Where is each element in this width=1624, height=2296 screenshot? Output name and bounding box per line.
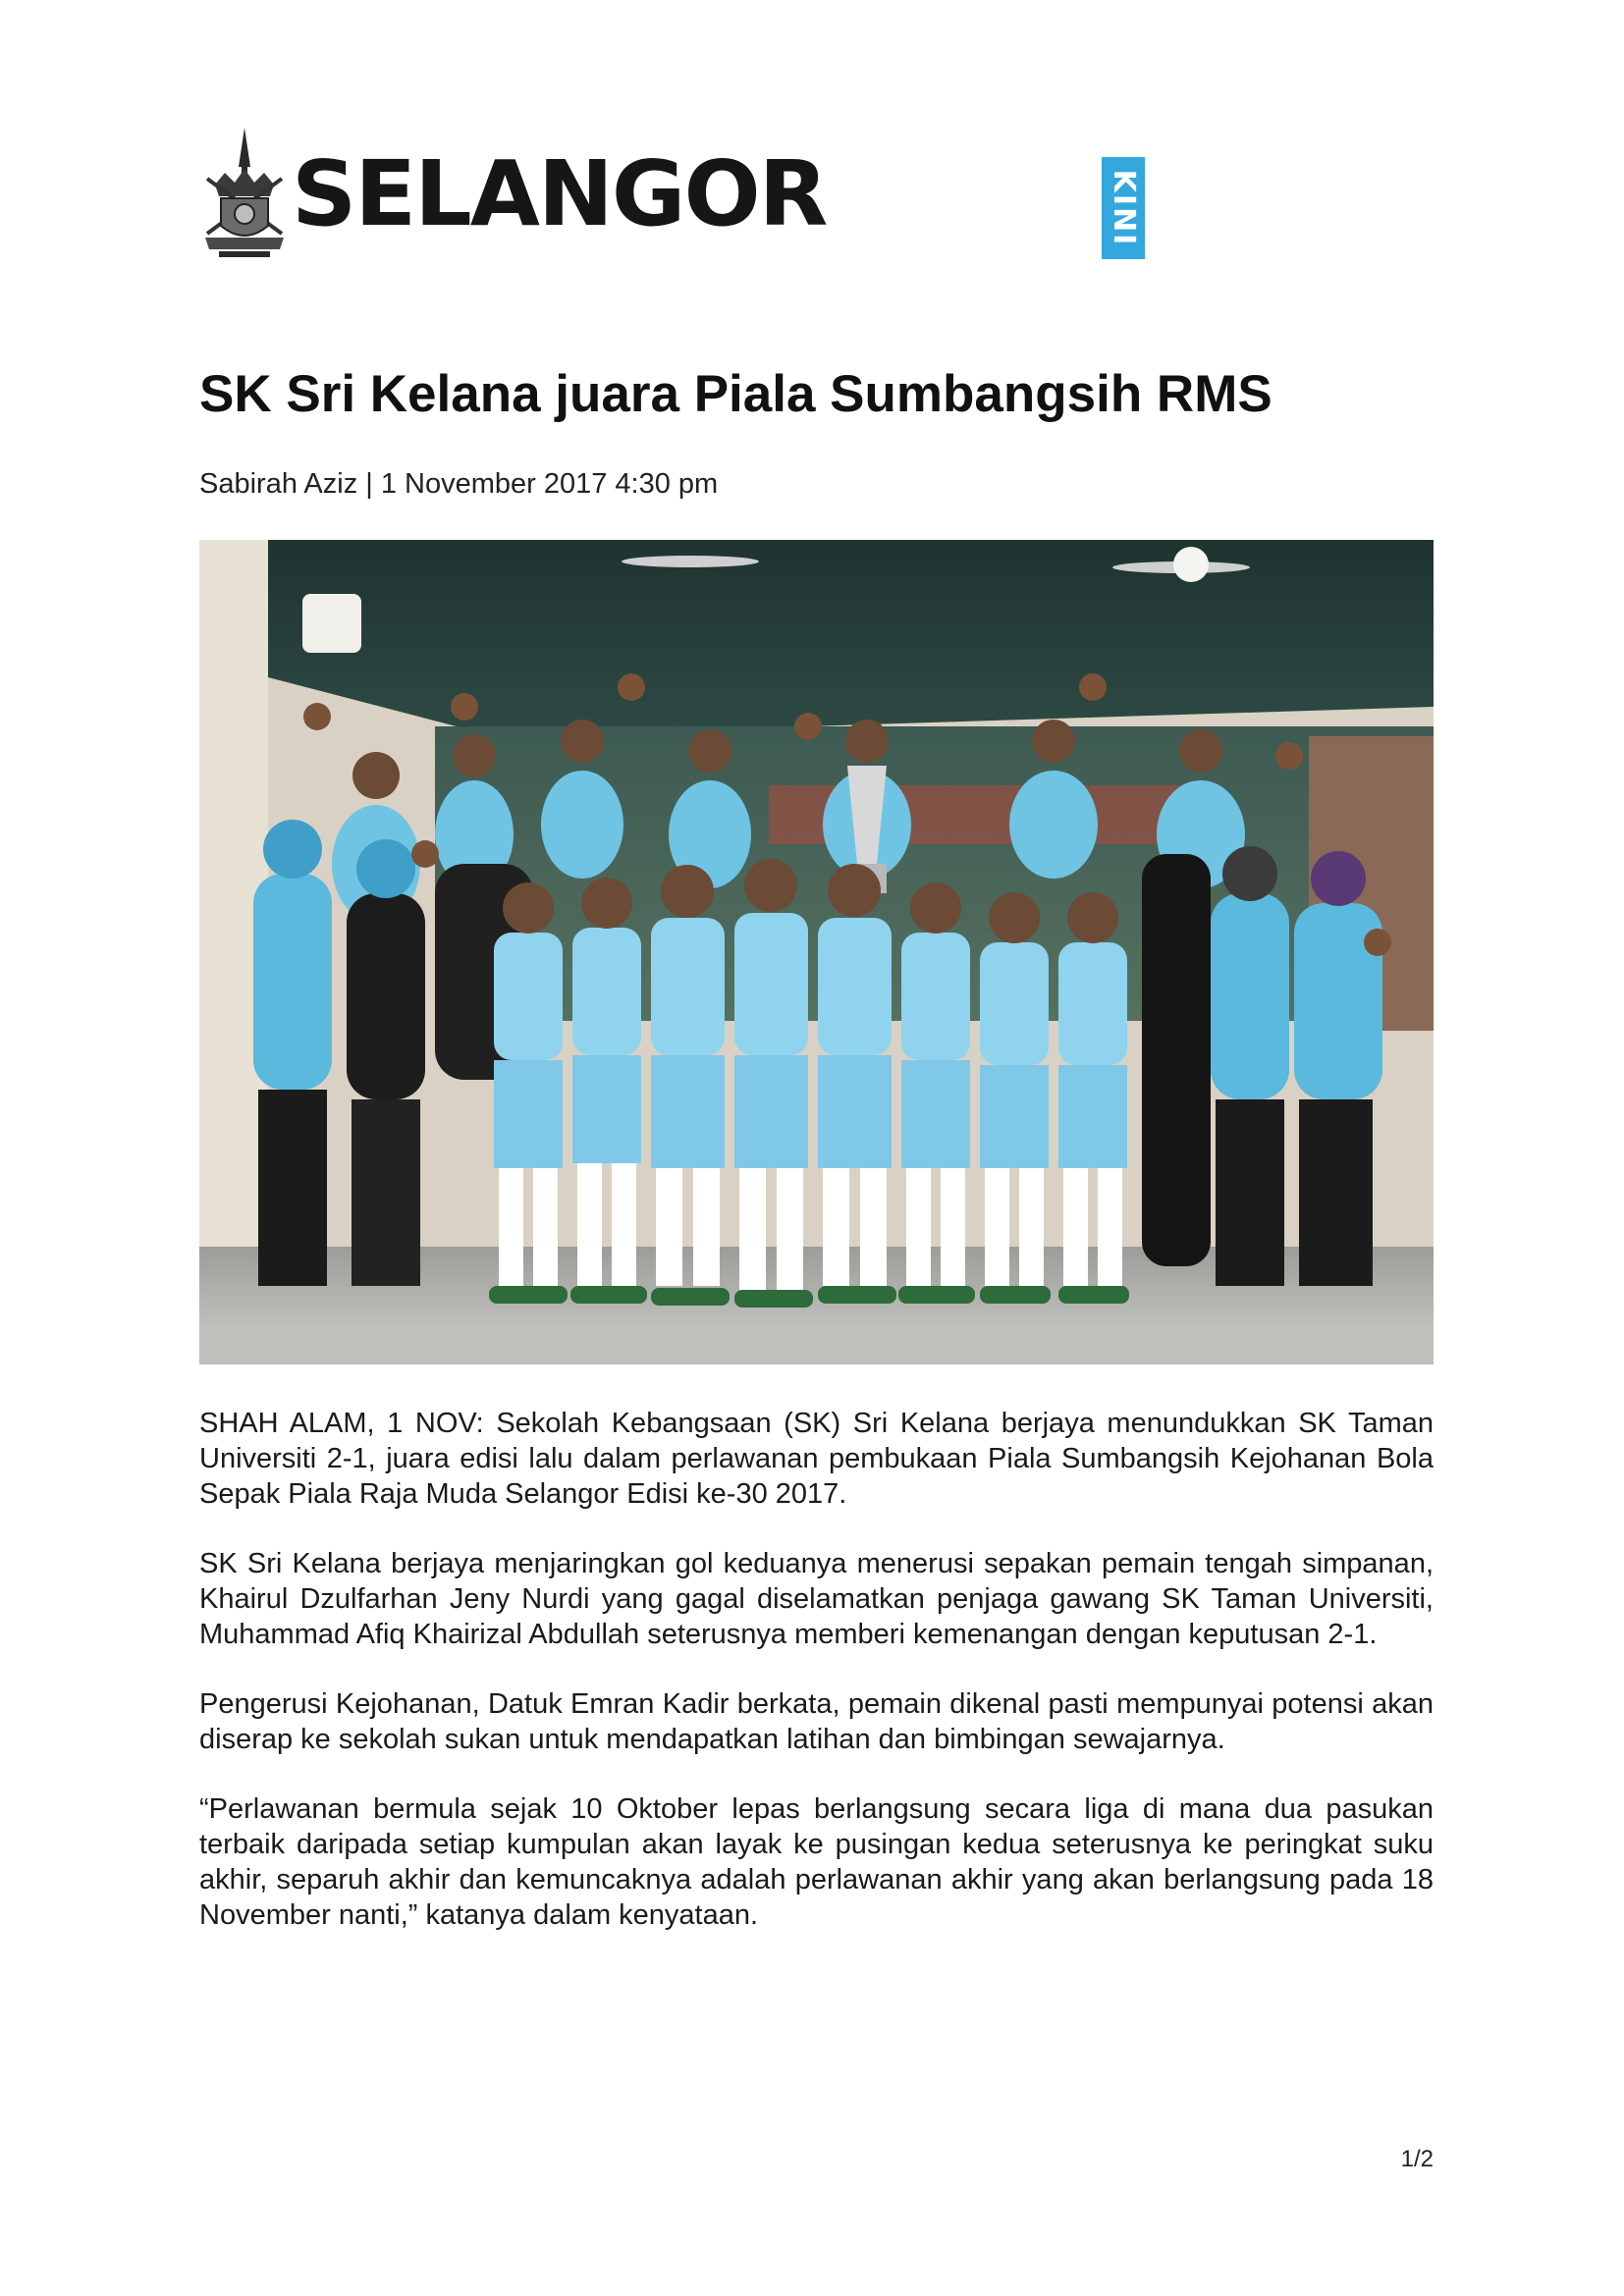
page-number: 1/2 — [1400, 2146, 1434, 2172]
brand-suffix: KINI — [1107, 169, 1141, 247]
article-paragraph: Pengerusi Kejohanan, Datuk Emran Kadir berkata, pemain dikenal pasti mempunyai potensi akan diserap ke sekolah sukan untuk mendapatkan latihan dan bimbingan sewajarnya. — [199, 1688, 1434, 1755]
team-photo-image — [199, 540, 1434, 1364]
article-byline: Sabirah Aziz | 1 November 2017 4:30 pm — [199, 468, 719, 500]
selangor-crest-icon — [201, 128, 288, 260]
brand-suffix-badge — [1102, 157, 1145, 259]
brand-wordmark: SELANGOR — [292, 141, 827, 246]
article-paragraph: “Perlawanan bermula sejak 10 Oktober lepas berlangsung secara liga di mana dua pasukan terbaik daripada setiap kumpulan akan layak ke pusingan kedua seterusnya ke peringkat suku akhir, separuh akhir dan kemuncaknya adalah perlawanan akhir yang akan berlangsung pada 18 November nanti,” katanya dalam kenyataan. — [199, 1793, 1434, 1931]
team-photo — [199, 540, 1434, 1364]
article-paragraph: SK Sri Kelana berjaya menjaringkan gol keduanya menerusi sepakan pemain tengah simpanan, Khairul Dzulfarhan Jeny Nurdi yang gagal diselamatkan penjaga gawang SK Taman Universiti, Muhammad Afiq Khairizal Abdullah seterusnya memberi kemenangan dengan keputusan 2-1. — [199, 1548, 1434, 1650]
article-body — [199, 1406, 1434, 1967]
article-title: SK Sri Kelana juara Piala Sumbangsih RMS — [199, 365, 1272, 423]
article-paragraph: SHAH ALAM, 1 NOV: Sekolah Kebangsaan (SK) Sri Kelana berjaya menundukkan SK Taman Universiti 2-1, juara edisi lalu dalam perlawanan pembukaan Piala Sumbangsih Kejohanan Bola Sepak Piala Raja Muda Selangor Edisi ke-30 2017. — [199, 1408, 1434, 1510]
selangorkini-logo — [201, 128, 1141, 260]
